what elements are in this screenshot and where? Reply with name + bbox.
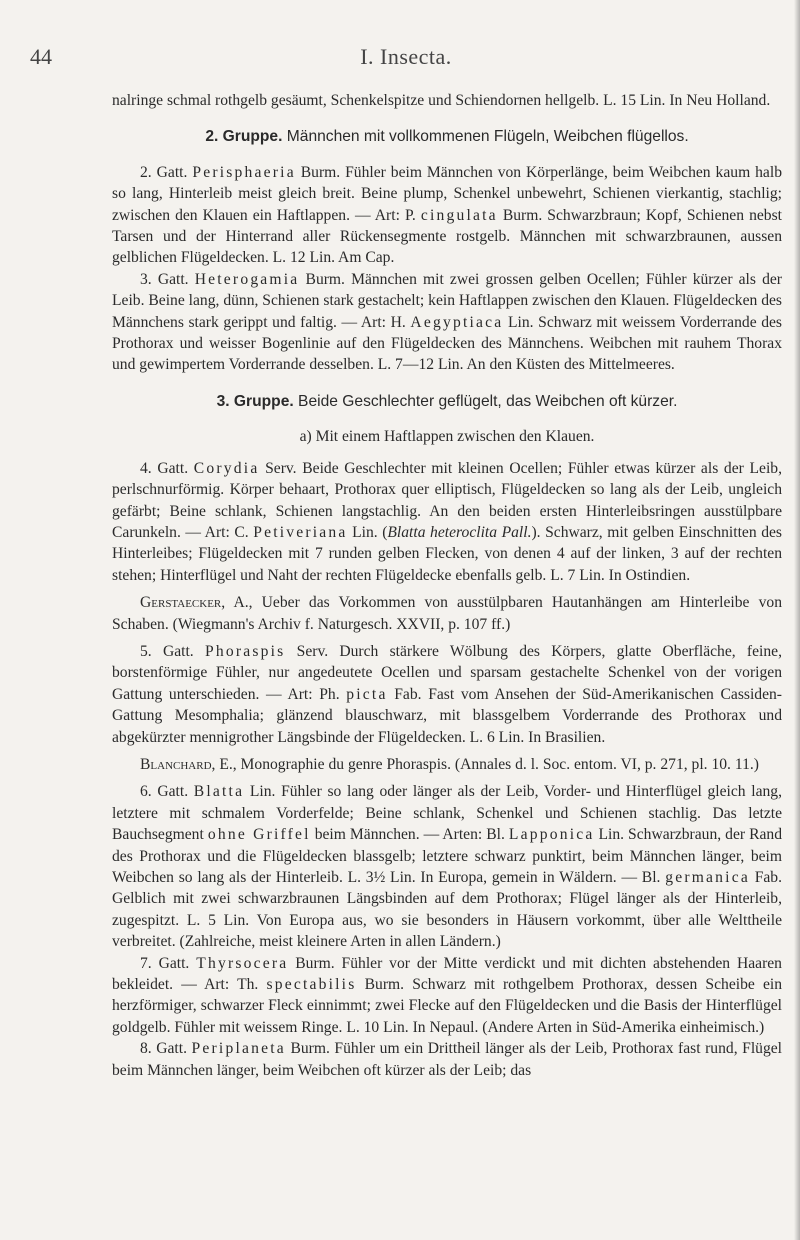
- text-run: Serv. Beide Geschlechter mit kleinen Ocellen; Fühler etwas kürzer als der Leib, perlschnurförmig. Körper behaart, Prothorax quer elliptisch, Flügeldecken so lang als der Leib, ungleich gefärbt; Beine schlank, Schienen langstachlig. An den beiden ersten Hinterleibsringen ausstülpbare Carunkeln. — Art: C.: [112, 459, 782, 541]
- paragraph-blatta: [112, 781, 782, 952]
- text-run: Lin. Schwarzbraun, der Rand des Prothorax und die Flügeldecken blassgelb; letztere schwarz punktirt, beim Männchen länger, beim Weibchen so lang als der Hinterleib. L. 3½ Lin. In Europa, gemein in Wäldern. — Bl.: [112, 826, 782, 886]
- text-run: Burm. Schwarzbraun; Kopf, Schienen nebst Tarsen und der Hinterrand aller Rückensegmente rostgelb. Männchen mit schwarzbraunen, aussen gelblichen Flügeldecken. L. 12 Lin. Am Cap.: [112, 206, 782, 267]
- paragraph-thyrsocera: [112, 953, 782, 1039]
- text-run: 4. Gatt.: [140, 459, 194, 477]
- text-run: 5. Gatt.: [140, 642, 205, 660]
- genus-name: Phoraspis: [204, 642, 286, 660]
- text-run: Lin. (: [347, 523, 388, 541]
- genus-name: Perisphaeria: [192, 163, 296, 181]
- reference-text: , E., Monographie du genre Phoraspis. (Annales d. l. Soc. entom. VI, p. 271, pl. 10. 11.): [211, 755, 759, 773]
- reference-text: , A., Ueber das Vorkommen von ausstülpbaren Hautanhängen am Hinterleibe von Schaben. (Wiegmann's Archiv f. Naturgesch. XXVII, p. 107 ff.): [112, 594, 782, 633]
- text-run: Serv. Durch stärkere Wölbung des Körpers, glatte Oberfläche, feine, borstenförmige Fühler, nur angedeutete Ocellen und sparsam gestachelte Schenkel von der vorigen Gattung unterschieden. — Art: Ph.: [112, 642, 782, 703]
- text-run: Fab. Fast vom Ansehen der Süd-Amerikanischen Cassiden-Gattung Mesomphalia; glänzend blauschwarz, mit blassgelbem Vorderrande des Prothorax und abgekürzter mennigrother Längsbinde der Flügeldecken. L. 6 Lin. In Brasilien.: [112, 685, 783, 746]
- text-run: Lin. Fühler so lang oder länger als der Leib, Vorder- und Hinterflügel gleich lang, letztere mit schmalem Vorderfelde; Beine schlank, Schenkel und Schienen stachlig. Das letzte Bauchsegment: [112, 783, 782, 844]
- species-name: Lapponica: [508, 826, 595, 844]
- text-run: Burm. Männchen mit zwei grossen gelben Ocellen; Fühler kürzer als der Leib. Beine lang, dünn, Schienen stark gestachelt; kein Haftlappen zwischen den Klauen. Flügeldecken des Männchens stark gerippt und faltig. — Art: H.: [112, 270, 782, 331]
- species-name: picta: [346, 685, 388, 703]
- synonym-italic: Blatta heteroclita Pall.: [387, 523, 532, 541]
- text-run: Lin. Schwarz mit weissem Vorderrande des Prothorax und weisser Bogenlinie auf den Flügeldecken des Männchens. Weibchen mit rauhem Thorax und gewimpertem Vorderrande desselben. L. 7—12 Lin. An den Küsten des Mittelmeeres.: [112, 313, 783, 374]
- paragraph-continuation: nalringe schmal rothgelb gesäumt, Schenkelspitze und Schiendornen hellgelb. L. 15 Lin. In Neu Holland.: [112, 92, 771, 109]
- reference-author: Gerstaecker: [140, 594, 222, 612]
- text-run: ). Schwarz, mit gelben Einschnitten des Hinterleibes; Flügeldecken mit 7 runden gelben Flecken, von denen 4 auf der linken, 3 auf der rechten stehen; Hinterflügel und Naht der rechten Flügeldecke ebenfalls gelb. L. 7 Lin. In Ostindien.: [112, 523, 782, 584]
- genus-name: Periplaneta: [191, 1040, 286, 1058]
- group-2-text: Männchen mit vollkommenen Flügeln, Weibchen flügellos.: [286, 128, 689, 146]
- text-run: beim Männchen. — Arten: Bl.: [310, 826, 509, 844]
- species-name: germanica: [665, 869, 750, 886]
- page-body: [112, 90, 782, 1081]
- page-edge-shadow: [794, 0, 800, 1240]
- group-3-text: Beide Geschlechter geflügelt, das Weibchen oft kürzer.: [298, 392, 678, 410]
- group-2-label: 2. Gruppe.: [205, 128, 283, 146]
- paragraph-phoraspis: [112, 641, 782, 748]
- reference-blanchard: [112, 754, 782, 775]
- group-2-heading: [112, 126, 782, 147]
- text-run: 7. Gatt.: [140, 954, 197, 972]
- text-run: Burm. Fühler vor der Mitte verdickt und mit dichten abstehenden Haaren bekleidet. — Art: Th.: [112, 954, 782, 994]
- emphasis-spaced: ohne Griffel: [207, 826, 311, 844]
- paragraph-heterogamia: [112, 269, 782, 376]
- paragraph-corydia: [112, 458, 782, 586]
- reference-author: Blanchard: [140, 755, 212, 773]
- genus-name: Heterogamia: [194, 270, 300, 288]
- running-title: I. Insecta.: [360, 44, 452, 69]
- group-3-heading: [112, 391, 782, 412]
- text-run: Burm. Schwarz mit rothgelbem Prothorax, dessen Scheibe ein herzförmiger, schwarzer Fleck einnimmt; zwei Flecke auf den Flügeldecken und die Basis der Hinterflügel goldgelb. Fühler mit weissem Ringe. L. 10 Lin. In Nepaul. (Andere Arten in Süd-Amerika einheimisch.): [112, 976, 782, 1036]
- species-name: Petiveriana: [253, 523, 348, 541]
- text-run: Fab. Gelblich mit zwei schwarzbraunen Längsbinden auf dem Prothorax; Flügel länger als der Hinterleib, zugespitzt. L. 5 Lin. Von Europa aus, wo sie besonders in Häusern vorkommt, über alle Welttheile verbreitet. (Zahlreiche, meist kleinere Arten in allen Ländern.): [112, 869, 782, 951]
- page-header: [30, 44, 782, 74]
- subgroup-a-heading: a) Mit einem Haftlappen zwischen den Klauen.: [299, 428, 595, 446]
- species-name: Aegyptiaca: [410, 313, 504, 331]
- group-3-label: 3. Gruppe.: [216, 392, 294, 410]
- reference-gerstaecker: [112, 592, 782, 635]
- text-run: Burm. Fühler um ein Drittheil länger als der Leib, Prothorax fast rund, Flügel beim Männchen länger, beim Weibchen oft kürzer als der Leib; das: [112, 1040, 782, 1079]
- page-number: 44: [30, 44, 52, 69]
- text-run: 6. Gatt.: [140, 783, 194, 801]
- paragraph-periplaneta: [112, 1038, 782, 1081]
- text-run: 3. Gatt.: [140, 270, 195, 288]
- genus-name: Corydia: [193, 459, 260, 477]
- text-run: Burm. Fühler beim Männchen von Körperlänge, beim Weibchen kaum halb so lang, Hinterleib meist gleich breit. Beine plump, Schenkel unbewehrt, Schienen vierkantig, stachlig; zwischen den Klauen ein Haftlappen. — Art: P.: [112, 163, 782, 224]
- text-run: 2. Gatt.: [140, 163, 193, 181]
- text-run: 8. Gatt.: [140, 1040, 192, 1058]
- species-name: cingulata: [420, 206, 498, 224]
- paragraph-perisphaeria: [112, 162, 782, 269]
- genus-name: Blatta: [193, 783, 245, 801]
- genus-name: Thyrsocera: [196, 954, 289, 972]
- species-name: spectabilis: [266, 976, 357, 994]
